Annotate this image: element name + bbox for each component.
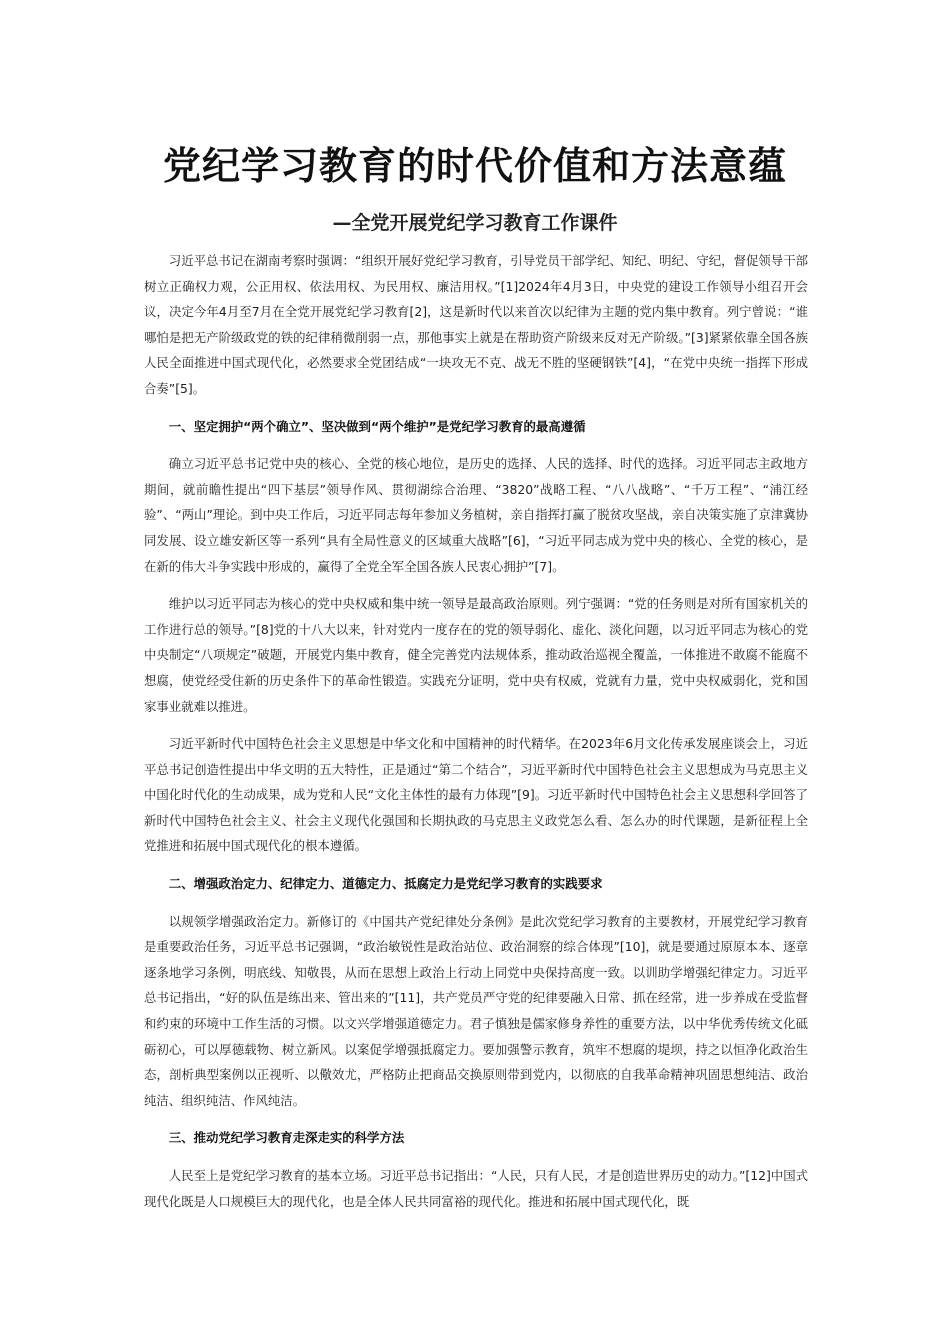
section-1-paragraph-3: 习近平新时代中国特色社会主义思想是中华文化和中国精神的时代精华。在2023年6月文化传承发展座谈会上，习近平总书记创造性提出中华文明的五大特性，正是通过“第二个结合”，习近平新时代中国特色社会主义思想成为马克思主义中国化时代化的生动成果，成为党和人民“文化主体性的最有力体现”[9]。习近平新时代中国特色社会主义思想科学回答了新时代中国特色社会主义、社会主义现代化强国和长期执政的马克思主义政党怎么看、怎么办的时代课题，是新征程上全党推进和拓展中国式现代化的根本遵循。 <box>144 736 808 854</box>
section-1-heading: 一、坚定拥护“两个确立”、坚决做到“两个维护”是党纪学习教育的最高遵循 <box>168 418 586 434</box>
section-2-heading: 二、增强政治定力、纪律定力、道德定力、抵腐定力是党纪学习教育的实践要求 <box>168 876 603 892</box>
section-1-paragraph-2: 维护以习近平同志为核心的党中央权威和集中统一领导是最高政治原则。列宁强调：“党的任务则是对所有国家机关的工作进行总的领导。”[8]党的十八大以来，针对党内一度存在的党的领导弱化、虚化、淡化问题，以习近平同志为核心的党中央制定“八项规定”破题，开展党内集中教育，健全完善党内法规体系，推动政治巡视全覆盖，一体推进不敢腐不能腐不想腐，使党经受住新的历史条件下的革命性锻造。实践充分证明，党中央有权威，党就有力量，党中央权威弱化，党和国家事业就难以推进。 <box>144 596 808 714</box>
section-3-paragraph-1: 人民至上是党纪学习教育的基本立场。习近平总书记指出：“人民，只有人民，才是创造世界历史的动力。”[12]中国式现代化既是人口规模巨大的现代化，也是全体人民共同富裕的现代化。推进和拓展中国式现代化，既 <box>144 1168 809 1209</box>
section-1-paragraph-1: 确立习近平总书记党中央的核心、全党的核心地位，是历史的选择、人民的选择、时代的选择。习近平同志主政地方期间，就前瞻性提出“四下基层”领导作风、贯彻湖综合治理、“3820”战略工程、“八八战略”、“千万工程”、“浦江经验”、“两山”理论。到中央工作后，习近平同志每年参加义务植树，亲自指挥打赢了脱贫攻坚战，亲自决策实施了京津冀协同发展、设立雄安新区等一系列“具有全局性意义的区域重大战略”[6]，“习近平同志成为党中央的核心、全党的核心，是在新的伟大斗争实践中形成的，赢得了全党全军全国各族人民衷心拥护”[7]。 <box>144 456 808 574</box>
document-body <box>144 248 808 1226</box>
section-2-paragraph-1: 以规领学增强政治定力。新修订的《中国共产党纪律处分条例》是此次党纪学习教育的主要教材，开展党纪学习教育是重要政治任务，习近平总书记强调，“政治敏锐性是政治站位、政治洞察的综合体现”[10]，就是要通过原原本本、逐章逐条地学习条例，明底线、知敬畏，从而在思想上政治上行动上同党中央保持高度一致。以训助学增强纪律定力。习近平总书记指出，“好的队伍是练出来、管出来的”[11]，共产党员严守党的纪律要融入日常、抓在经常，进一步养成在受监督和约束的环境中工作生活的习惯。以文兴学增强道德定力。君子慎独是儒家修身养性的重要方法，以中华优秀传统文化砥砺初心，可以厚德载物、树立新风。以案促学增强抵腐定力。要加强警示教育，筑牢不想腐的堤坝，持之以恒净化政治生态，剖析典型案例以正视听、以儆效尤，严格防止把商品交换原则带到党内，以彻底的自我革命精神巩固思想纯洁、政治纯洁、组织纯洁、作风纯洁。 <box>144 913 808 1108</box>
intro-paragraph: 习近平总书记在湖南考察时强调：“组织开展好党纪学习教育，引导党员干部学纪、知纪、明纪、守纪，督促领导干部树立正确权力观，公正用权、依法用权、为民用权、廉洁用权。”[1]2024年4月3日，中央党的建设工作领导小组召开会议，决定今年4月至7月在全党开展党纪学习教育[2]，这是新时代以来首次以纪律为主题的党内集中教育。列宁曾说：“谁哪怕是把无产阶级政党的铁的纪律稍微削弱一点，那他事实上就是在帮助资产阶级来反对无产阶级。”[3]紧紧依靠全国各族人民全面推进中国式现代化，必然要求全党团结成“一块攻无不克、战无不胜的坚硬钢铁”[4]，“在党中央统一指挥下形成合奏”[5]。 <box>144 253 808 396</box>
document-subtitle: —全党开展党纪学习教育工作课件 <box>332 212 618 234</box>
section-3-heading: 三、推动党纪学习教育走深走实的科学方法 <box>168 1130 405 1146</box>
document-title: 党纪学习教育的时代价值和方法意蕴 <box>162 144 787 188</box>
